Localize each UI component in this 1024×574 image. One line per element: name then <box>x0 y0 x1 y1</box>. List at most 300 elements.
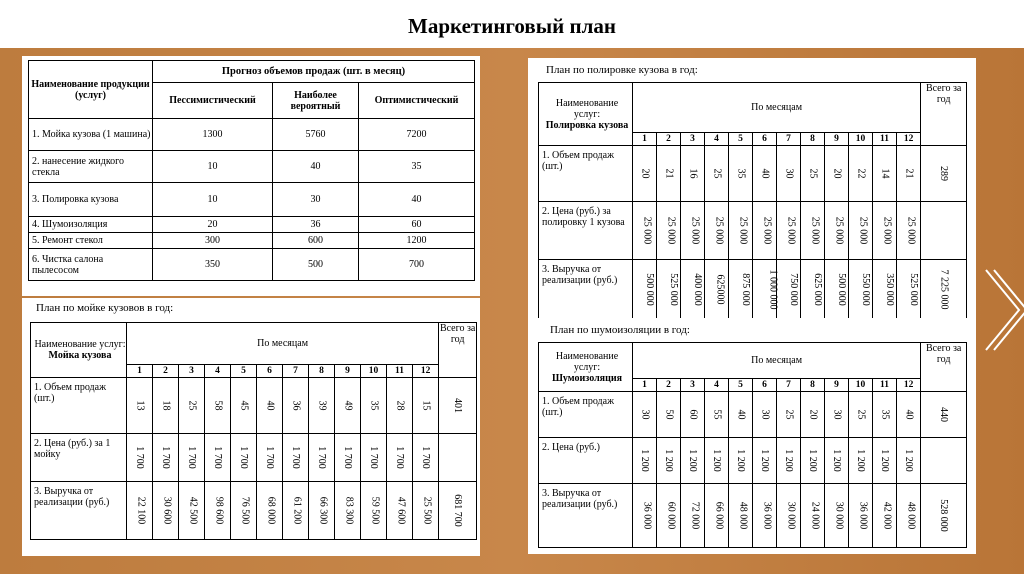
plan-cell <box>205 378 231 434</box>
plan-cell <box>335 482 361 540</box>
plan-cell-text: 42 500 <box>187 496 199 525</box>
plan-cell <box>681 146 705 202</box>
month-header: 6 <box>753 133 777 146</box>
plan-cell <box>849 392 873 438</box>
plan-row-label: 1. Объем продаж (шт.) <box>539 146 633 202</box>
forecast-cell: 30 <box>273 183 359 217</box>
plan-cell-text: 1 700 <box>290 446 301 469</box>
month-header: 8 <box>801 379 825 392</box>
month-header: 10 <box>849 379 873 392</box>
plan-cell <box>825 438 849 484</box>
month-header: 12 <box>897 133 921 146</box>
plan-cell <box>849 438 873 484</box>
plan-cell-text: 1 200 <box>903 449 915 472</box>
forecast-cell: 350 <box>153 249 273 281</box>
plan-row-label: 1. Объем продаж (шт.) <box>31 378 127 434</box>
plan-cell-text: 25 000 <box>809 216 821 245</box>
plan-cell-text: 20 <box>639 168 650 179</box>
month-header: 10 <box>361 365 387 378</box>
plan-cell <box>873 202 897 260</box>
plan-cell-text: 16 <box>687 168 698 179</box>
forecast-cell: 600 <box>273 233 359 249</box>
plan-cell <box>777 260 801 320</box>
plan-cell-text: 25 000 <box>905 216 917 245</box>
month-header: 11 <box>873 133 897 146</box>
plan-cell-text: 30 <box>639 409 650 420</box>
plan-cell-text: 60 000 <box>665 501 677 530</box>
wash-plan-table <box>30 322 477 540</box>
plan-cell-text: 30 <box>759 409 770 420</box>
plan-cell <box>633 392 657 438</box>
plan-cell-text: 1 700 <box>186 446 197 469</box>
plan-cell-text: 61 200 <box>291 496 303 525</box>
forecast-panel <box>22 56 480 296</box>
plan-cell <box>657 260 681 320</box>
forecast-row-name: 3. Полировка кузова <box>29 183 153 217</box>
month-header: 7 <box>777 133 801 146</box>
forecast-col-optimistic: Оптимистический <box>359 83 475 119</box>
plan-total-cell <box>439 482 477 540</box>
plan-cell <box>205 434 231 482</box>
plan-cell <box>335 434 361 482</box>
plan-row-label: 2. Цена (руб.) за полировку 1 кузова <box>539 202 633 260</box>
plan-service-label: Шумоизоляция <box>551 372 623 384</box>
plan-cell-text: 875 000 <box>739 273 751 306</box>
plan-cell-text: 1 700 <box>420 446 432 469</box>
plan-cell-text: 25 000 <box>761 216 773 245</box>
plan-cell-text: 20 <box>807 409 818 420</box>
plan-cell-text: 25 000 <box>857 216 869 245</box>
plan-cell <box>897 392 921 438</box>
plan-total-cell-text: 440 <box>938 407 950 422</box>
plan-cell <box>657 484 681 548</box>
month-header: 12 <box>897 379 921 392</box>
plan-cell <box>361 378 387 434</box>
month-header: 11 <box>873 379 897 392</box>
month-header: 5 <box>729 379 753 392</box>
plan-cell <box>705 260 729 320</box>
plan-cell <box>729 484 753 548</box>
forecast-cell: 500 <box>273 249 359 281</box>
plan-cell <box>633 146 657 202</box>
plan-cell <box>825 484 849 548</box>
plan-cell <box>801 484 825 548</box>
plan-cell <box>777 146 801 202</box>
plan-cell <box>153 378 179 434</box>
plan-cell <box>633 260 657 320</box>
forecast-table <box>28 60 475 281</box>
plan-cell <box>753 146 777 202</box>
plan-cell-text: 21 <box>663 168 674 179</box>
plan-cell <box>849 202 873 260</box>
plan-cell-text: 1 200 <box>639 449 650 472</box>
plan-cell <box>153 434 179 482</box>
plan-cell-text: 25 <box>711 168 722 179</box>
polish-plan-table <box>538 82 967 320</box>
plan-cell <box>231 378 257 434</box>
plan-cell <box>153 482 179 540</box>
plan-cell <box>179 434 205 482</box>
forecast-row-name: 1. Мойка кузова (1 машина) <box>29 119 153 151</box>
month-header: 2 <box>657 379 681 392</box>
forecast-row-name: 6. Чистка салона пылесосом <box>29 249 153 281</box>
plan-cell <box>257 434 283 482</box>
plan-cell-text: 22 100 <box>135 496 147 525</box>
plan-cell <box>179 482 205 540</box>
plan-cell-text: 40 <box>735 409 746 420</box>
plan-cell <box>777 484 801 548</box>
month-header: 3 <box>179 365 205 378</box>
forecast-cell: 40 <box>273 151 359 183</box>
plan-cell <box>825 146 849 202</box>
forecast-row-name: 5. Ремонт стекол <box>29 233 153 249</box>
plan-total-cell <box>921 484 967 548</box>
plan-cell <box>413 378 439 434</box>
plan-cell <box>127 378 153 434</box>
month-header: 1 <box>633 133 657 146</box>
noise-plan-caption: План по шумоизоляции в год: <box>550 324 690 336</box>
plan-cell-text: 42 000 <box>881 501 893 530</box>
plan-total-cell-text: 528 000 <box>938 499 950 532</box>
plan-cell <box>283 482 309 540</box>
plan-cell-text: 1 200 <box>759 449 770 472</box>
plan-total-cell <box>921 146 967 202</box>
plan-cell-text: 40 <box>264 400 275 411</box>
month-header: 6 <box>753 379 777 392</box>
month-header: 11 <box>387 365 413 378</box>
plan-cell-text: 58 <box>212 400 223 411</box>
plan-cell-text: 15 <box>420 400 432 411</box>
plan-total-cell <box>921 392 967 438</box>
forecast-group-header: Прогноз объемов продаж (шт. в месяц) <box>153 61 475 83</box>
plan-cell-text: 1 700 <box>212 446 223 469</box>
plan-cell-text: 25 000 <box>713 216 725 245</box>
plan-row-label: 3. Выручка от реализации (руб.) <box>539 260 633 320</box>
plan-cell-text: 98 600 <box>213 496 225 525</box>
wash-plan-caption: План по мойке кузовов в год: <box>36 302 174 314</box>
forecast-cell: 36 <box>273 217 359 233</box>
polish-plan-panel <box>528 58 976 318</box>
month-header: 7 <box>283 365 309 378</box>
plan-cell-text: 83 300 <box>343 496 355 525</box>
forecast-cell: 300 <box>153 233 273 249</box>
plan-cell <box>897 484 921 548</box>
plan-cell-text: 30 <box>831 409 842 420</box>
plan-total-cell-text: 289 <box>938 166 950 181</box>
plan-name-header <box>539 343 633 392</box>
chevron-decoration-icon <box>984 265 1024 355</box>
plan-cell <box>283 378 309 434</box>
plan-cell <box>873 392 897 438</box>
plan-cell-text: 48 000 <box>905 501 917 530</box>
forecast-name-header: Наименование продукции (услуг) <box>29 61 153 119</box>
plan-row-label: 1. Объем продаж (шт.) <box>539 392 633 438</box>
month-header: 6 <box>257 365 283 378</box>
plan-cell <box>127 434 153 482</box>
plan-cell <box>309 434 335 482</box>
plan-cell <box>729 438 753 484</box>
plan-cell-text: 1 700 <box>394 446 405 469</box>
plan-months-header: По месяцам <box>633 83 921 133</box>
plan-cell-text: 36 000 <box>761 501 773 530</box>
plan-cell-text: 49 <box>342 400 353 411</box>
plan-cell-text: 47 600 <box>395 496 407 525</box>
plan-months-header: По месяцам <box>127 323 439 365</box>
plan-cell <box>413 434 439 482</box>
plan-cell <box>777 438 801 484</box>
plan-cell-text: 1 200 <box>783 449 794 472</box>
plan-cell-text: 21 <box>903 168 915 179</box>
plan-cell <box>753 392 777 438</box>
forecast-row-name: 2. нанесение жидкого стекла <box>29 151 153 183</box>
plan-cell-text: 1 700 <box>134 446 145 469</box>
plan-cell-text: 500 000 <box>835 273 847 306</box>
plan-cell-text: 1 700 <box>316 446 327 469</box>
plan-cell-text: 25 500 <box>421 496 433 525</box>
plan-cell-text: 1 200 <box>735 449 746 472</box>
plan-cell-text: 525 000 <box>907 273 919 306</box>
plan-name-label: Наименование услуг: <box>555 350 619 373</box>
plan-cell <box>897 146 921 202</box>
plan-cell <box>283 434 309 482</box>
forecast-cell: 40 <box>359 183 475 217</box>
forecast-cell: 7200 <box>359 119 475 151</box>
plan-cell-text: 68 000 <box>265 496 277 525</box>
plan-cell <box>873 484 897 548</box>
plan-months-header: По месяцам <box>633 343 921 379</box>
plan-cell-text: 35 <box>735 168 746 179</box>
noise-plan-panel <box>528 318 976 554</box>
plan-total-cell <box>921 438 967 484</box>
month-header: 8 <box>309 365 335 378</box>
plan-cell-text: 25 000 <box>689 216 701 245</box>
plan-cell <box>801 202 825 260</box>
month-header: 9 <box>335 365 361 378</box>
forecast-cell: 60 <box>359 217 475 233</box>
plan-cell <box>873 438 897 484</box>
plan-cell-text: 1 200 <box>663 449 674 472</box>
plan-cell <box>897 260 921 320</box>
plan-cell <box>681 202 705 260</box>
plan-cell <box>729 260 753 320</box>
plan-cell-text: 25 000 <box>737 216 749 245</box>
plan-cell <box>705 392 729 438</box>
plan-cell-text: 25 000 <box>881 216 893 245</box>
forecast-cell: 1200 <box>359 233 475 249</box>
forecast-cell: 5760 <box>273 119 359 151</box>
plan-cell <box>705 146 729 202</box>
plan-cell <box>633 484 657 548</box>
plan-cell-text: 36 000 <box>857 501 869 530</box>
plan-cell <box>825 392 849 438</box>
forecast-cell: 10 <box>153 183 273 217</box>
plan-cell <box>633 202 657 260</box>
month-header: 10 <box>849 133 873 146</box>
plan-cell <box>231 482 257 540</box>
plan-cell-text: 35 <box>368 400 379 411</box>
page-title: Маркетинговый план <box>408 14 616 38</box>
plan-name-header <box>539 83 633 146</box>
plan-row-label: 3. Выручка от реализации (руб.) <box>31 482 127 540</box>
plan-cell-text: 13 <box>134 400 145 411</box>
month-header: 4 <box>705 133 729 146</box>
plan-cell-text: 66 000 <box>713 501 725 530</box>
plan-cell <box>705 438 729 484</box>
forecast-cell: 20 <box>153 217 273 233</box>
month-header: 4 <box>205 365 231 378</box>
plan-cell-text: 1 700 <box>238 446 249 469</box>
plan-cell-text: 72 000 <box>689 501 701 530</box>
forecast-cell: 35 <box>359 151 475 183</box>
plan-cell-text: 25 <box>807 168 818 179</box>
plan-cell <box>309 482 335 540</box>
plan-cell-text: 500 000 <box>643 273 655 306</box>
month-header: 2 <box>153 365 179 378</box>
month-header: 9 <box>825 379 849 392</box>
plan-cell-text: 30 000 <box>785 501 797 530</box>
plan-total-cell <box>439 378 477 434</box>
plan-total-header: Всего за год <box>921 343 967 392</box>
plan-cell-text: 1 200 <box>687 449 698 472</box>
plan-cell <box>387 482 413 540</box>
plan-cell <box>705 202 729 260</box>
plan-cell-text: 35 <box>879 409 890 420</box>
plan-cell <box>753 484 777 548</box>
month-header: 5 <box>729 133 753 146</box>
plan-cell-text: 14 <box>879 168 890 179</box>
plan-cell <box>897 438 921 484</box>
plan-row-label: 2. Цена (руб.) <box>539 438 633 484</box>
plan-cell-text: 350 000 <box>883 273 895 306</box>
plan-cell-text: 18 <box>160 400 171 411</box>
plan-cell <box>361 434 387 482</box>
plan-cell-text: 25 <box>855 409 866 420</box>
plan-cell <box>179 378 205 434</box>
plan-cell-text: 25 000 <box>665 216 677 245</box>
month-header: 1 <box>127 365 153 378</box>
plan-cell <box>849 146 873 202</box>
plan-cell-text: 22 <box>855 168 866 179</box>
plan-cell-text: 1 200 <box>711 449 722 472</box>
wash-plan-panel <box>22 298 480 556</box>
month-header: 2 <box>657 133 681 146</box>
month-header: 3 <box>681 379 705 392</box>
plan-name-header <box>31 323 127 378</box>
plan-cell-text: 24 000 <box>809 501 821 530</box>
plan-name-label: Наименование услуг: <box>34 339 126 350</box>
plan-cell-text: 76 500 <box>239 496 251 525</box>
plan-cell <box>633 438 657 484</box>
plan-cell <box>753 202 777 260</box>
plan-cell <box>753 438 777 484</box>
plan-cell <box>657 392 681 438</box>
plan-total-header: Всего за год <box>921 83 967 146</box>
plan-cell <box>729 392 753 438</box>
plan-cell-text: 30 600 <box>161 496 173 525</box>
plan-row-label: 2. Цена (руб.) за 1 мойку <box>31 434 127 482</box>
plan-cell <box>729 202 753 260</box>
plan-cell <box>257 482 283 540</box>
month-header: 3 <box>681 133 705 146</box>
month-header: 1 <box>633 379 657 392</box>
plan-cell <box>361 482 387 540</box>
plan-cell-text: 750 000 <box>787 273 799 306</box>
plan-cell <box>681 438 705 484</box>
month-header: 7 <box>777 379 801 392</box>
forecast-cell: 1300 <box>153 119 273 151</box>
plan-total-cell <box>439 434 477 482</box>
plan-cell-text: 1 200 <box>855 449 866 472</box>
plan-cell-text: 1 700 <box>160 446 171 469</box>
plan-cell-text: 59 500 <box>369 496 381 525</box>
plan-service-label: Мойка кузова <box>48 350 112 361</box>
plan-service-label: Полировка кузова <box>545 119 629 131</box>
plan-cell <box>849 484 873 548</box>
plan-cell <box>849 260 873 320</box>
forecast-col-likely: Наиболее вероятный <box>273 83 359 119</box>
plan-cell <box>387 378 413 434</box>
plan-cell-text: 525 000 <box>667 273 679 306</box>
month-header: 4 <box>705 379 729 392</box>
plan-cell <box>657 146 681 202</box>
forecast-col-pessimistic: Пессимистический <box>153 83 273 119</box>
noise-plan-table <box>538 342 967 548</box>
plan-cell <box>257 378 283 434</box>
plan-total-header: Всего за год <box>439 323 477 378</box>
month-header: 5 <box>231 365 257 378</box>
plan-cell <box>681 260 705 320</box>
plan-total-cell-text: 401 <box>452 398 464 413</box>
plan-cell-text: 36 000 <box>641 501 653 530</box>
plan-cell-text: 66 300 <box>317 496 329 525</box>
plan-cell-text: 1 700 <box>342 446 353 469</box>
plan-cell-text: 55 <box>711 409 722 420</box>
forecast-cell: 700 <box>359 249 475 281</box>
plan-cell-text: 39 <box>316 400 327 411</box>
forecast-row-name: 4. Шумоизоляция <box>29 217 153 233</box>
plan-cell-text: 28 <box>394 400 405 411</box>
plan-cell <box>205 482 231 540</box>
plan-cell <box>387 434 413 482</box>
plan-cell-text: 50 <box>663 409 674 420</box>
plan-cell <box>801 392 825 438</box>
plan-total-cell-text: 7 225 000 <box>938 269 950 310</box>
plan-total-cell <box>921 202 967 260</box>
plan-cell-text: 40 <box>903 409 915 420</box>
month-header: 12 <box>413 365 439 378</box>
plan-cell-text: 550 000 <box>859 273 871 306</box>
plan-cell-text: 625000 <box>714 274 726 305</box>
month-header: 8 <box>801 133 825 146</box>
plan-cell <box>825 260 849 320</box>
plan-total-cell <box>921 260 967 320</box>
plan-cell <box>729 146 753 202</box>
plan-cell-text: 1 200 <box>879 449 890 472</box>
forecast-cell: 10 <box>153 151 273 183</box>
plan-row-label: 3. Выручка от реализации (руб.) <box>539 484 633 548</box>
plan-cell-text: 30 000 <box>833 501 845 530</box>
plan-cell-text: 1 200 <box>807 449 818 472</box>
polish-plan-caption: План по полировке кузова в год: <box>546 64 698 76</box>
plan-name-label: Наименование услуг: <box>555 97 619 120</box>
plan-cell-text: 25 000 <box>833 216 845 245</box>
plan-cell <box>801 146 825 202</box>
plan-cell <box>705 484 729 548</box>
plan-cell <box>127 482 153 540</box>
plan-cell <box>873 260 897 320</box>
plan-cell <box>825 202 849 260</box>
month-header: 9 <box>825 133 849 146</box>
